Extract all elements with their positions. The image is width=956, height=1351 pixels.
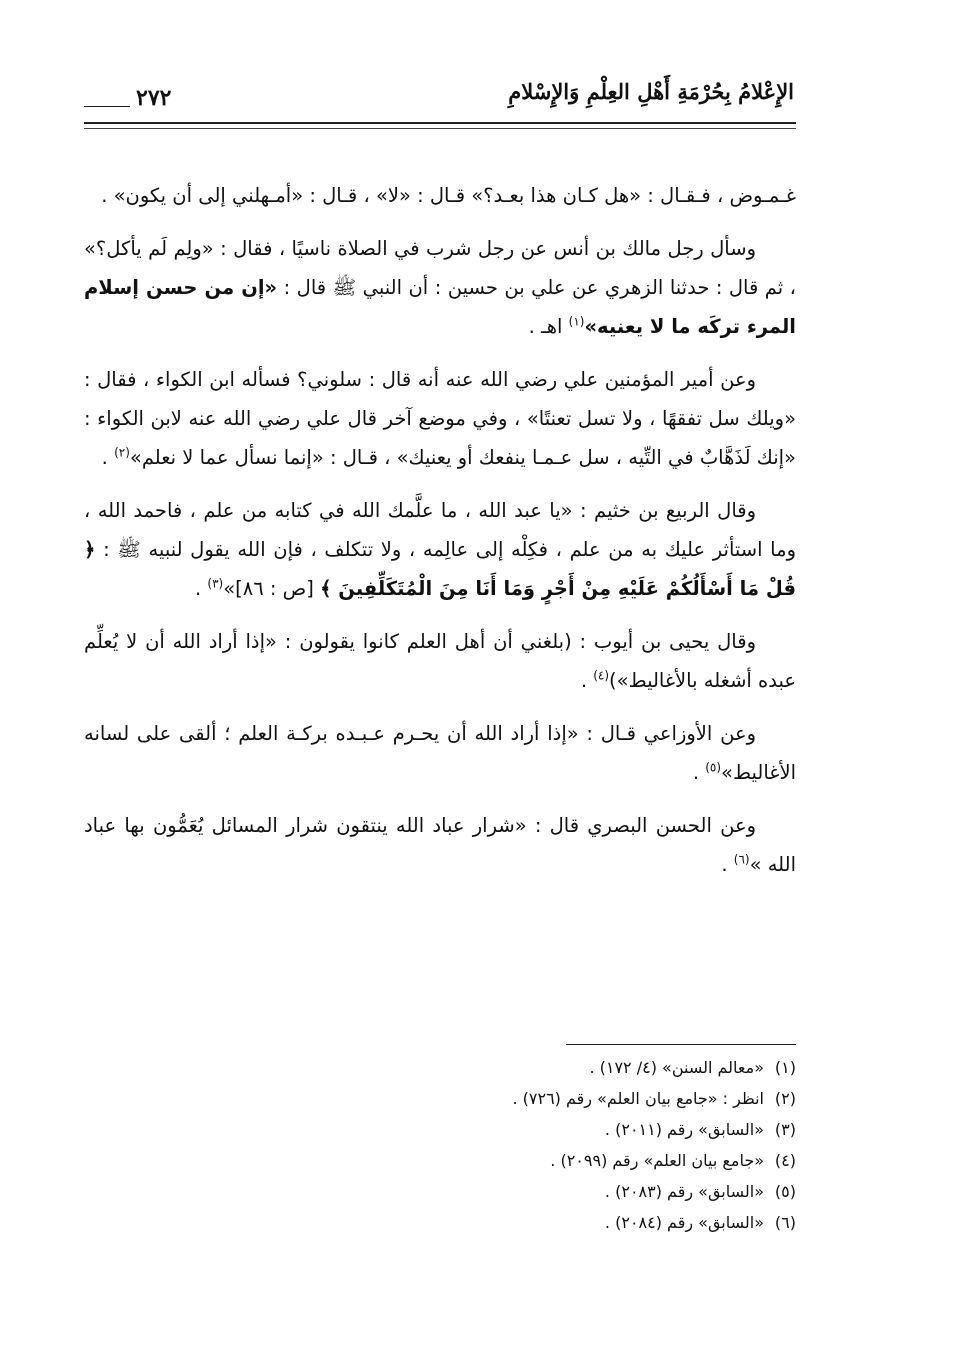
footnote-marker: (١) (568, 314, 585, 329)
footnotes (236, 1052, 796, 1238)
footnote-text: «السابق» رقم (٢٠١١) . (604, 1120, 764, 1139)
paragraph (84, 229, 796, 346)
footnote-text: «معالم السنن» (٤/ ١٧٢) . (589, 1058, 764, 1077)
footnote-text: «السابق» رقم (٢٠٨٣) . (604, 1182, 764, 1201)
body-text (84, 176, 796, 898)
header-rule-thin (84, 128, 796, 129)
footnote-item (236, 1145, 796, 1176)
footnote-number: (٥) (774, 1182, 796, 1201)
footnote-item (236, 1114, 796, 1145)
paragraph-text: غـمـوض ، فـقـال : «هل كـان هذا بعـد؟» قـال : «لا» ، قـال : «أمـهلني إلى أن يكون» . (101, 184, 796, 207)
footnote-item (236, 1083, 796, 1114)
footnote-number: (٦) (774, 1213, 796, 1232)
footnote-number: (٤) (774, 1151, 796, 1170)
footnote-marker: (٣) (207, 576, 224, 591)
header-rule (84, 122, 796, 132)
header-rule-thick (84, 122, 796, 124)
paragraph-text: وسأل رجل مالك بن أنس عن رجل شرب في الصلاة ناسيًا ، فقال : «ولِم لَم يأكل؟» ، ثم قال : حدثنا الزهري عن علي بن حسين : أن النبي ﷺ قال : (84, 237, 796, 299)
running-title: الإِعْلامُ بِحُرْمَةِ أَهْلِ العِلْمِ وَالإِسْلامِ (508, 79, 794, 104)
paragraph (84, 622, 796, 700)
footnote-text: انظر : «جامع بيان العلم» رقم (٧٢٦) . (512, 1089, 764, 1108)
paragraph-text: [ص : ٨٦]» (223, 577, 321, 600)
footnote-item (236, 1176, 796, 1207)
paragraph-text: اهـ . (528, 315, 569, 338)
footnote-marker: (٢) (114, 445, 130, 460)
quoted-text: ﴿ قُلْ مَا أَسْأَلُكُمْ عَلَيْهِ مِنْ أَجْرٍ وَمَا أَنَا مِنَ الْمُتَكَلِّفِينَ ﴾ (84, 538, 796, 600)
paragraph-text: . (692, 761, 706, 784)
footnote-number: (٢) (774, 1089, 796, 1108)
page-number: ٢٧٢ (84, 82, 171, 114)
footnote-rule (566, 1044, 796, 1045)
footnote-text: «السابق» رقم (٢٠٨٤) . (604, 1213, 764, 1232)
footnote-marker: (٥) (705, 760, 722, 775)
footnote-text: «جامع بيان العلم» رقم (٢٠٩٩) . (550, 1151, 764, 1170)
footnote-marker: (٦) (733, 852, 750, 867)
paragraph (84, 491, 796, 608)
footnote-item (236, 1207, 796, 1238)
paragraph-text: . (580, 669, 594, 692)
paragraph (84, 360, 796, 477)
paragraph-text: وعن أمير المؤمنين علي رضي الله عنه أنه قال : سلوني؟ فسأله ابن الكواء ، فقال : «ويلك سل تفقهًا ، ولا تسل تعنتًا» ، وفي موضع آخر قال علي رضي الله عنه لابن الكواء : «إنك لَذَهَّابٌ في التِّيه ، سل عـمـا ينفعك أو يعنيك» ، قـال : «إنما نسأل عما لا نعلم» (84, 368, 796, 469)
footnote-number: (١) (774, 1058, 796, 1077)
paragraph (84, 176, 796, 215)
paragraph-text: وعن الحسن البصري قال : «شرار عباد الله ينتقون شرار المسائل يُعَمُّون بها عباد الله » (84, 814, 796, 876)
paragraph-text: وقال الربيع بن خثيم : «يا عبد الله ، ما علَّمك الله في كتابه من علم ، فاحمد الله ، وما استأثر عليك به من علم ، فكِلْه إلى عالِمه ، ولا تتكلف ، فإن الله يقول لنبيه ﷺ : (84, 499, 796, 561)
paragraph (84, 714, 796, 792)
paragraph-text: . (101, 446, 115, 469)
footnote-item (236, 1052, 796, 1083)
paragraph-text: وقال يحيى بن أيوب : (بلغني أن أهل العلم كانوا يقولون : «إذا أراد الله أن لا يُعلِّم عبده أشغله بالأغاليط») (84, 630, 796, 692)
footnote-number: (٣) (774, 1120, 796, 1139)
running-header (84, 76, 794, 124)
footnote-marker: (٤) (593, 668, 610, 683)
paragraph-text: . (194, 577, 208, 600)
paragraph-text: وعن الأوزاعي قـال : «إذا أراد الله أن يحـرم عـبـده بركـة العلم ؛ ألقى على لسانه الأغاليط» (84, 722, 796, 784)
paragraph-text: . (721, 853, 734, 876)
quoted-text: «إن من حسن إسلام المرء تركَه ما لا يعنيه» (84, 276, 796, 338)
paragraph (84, 806, 796, 884)
